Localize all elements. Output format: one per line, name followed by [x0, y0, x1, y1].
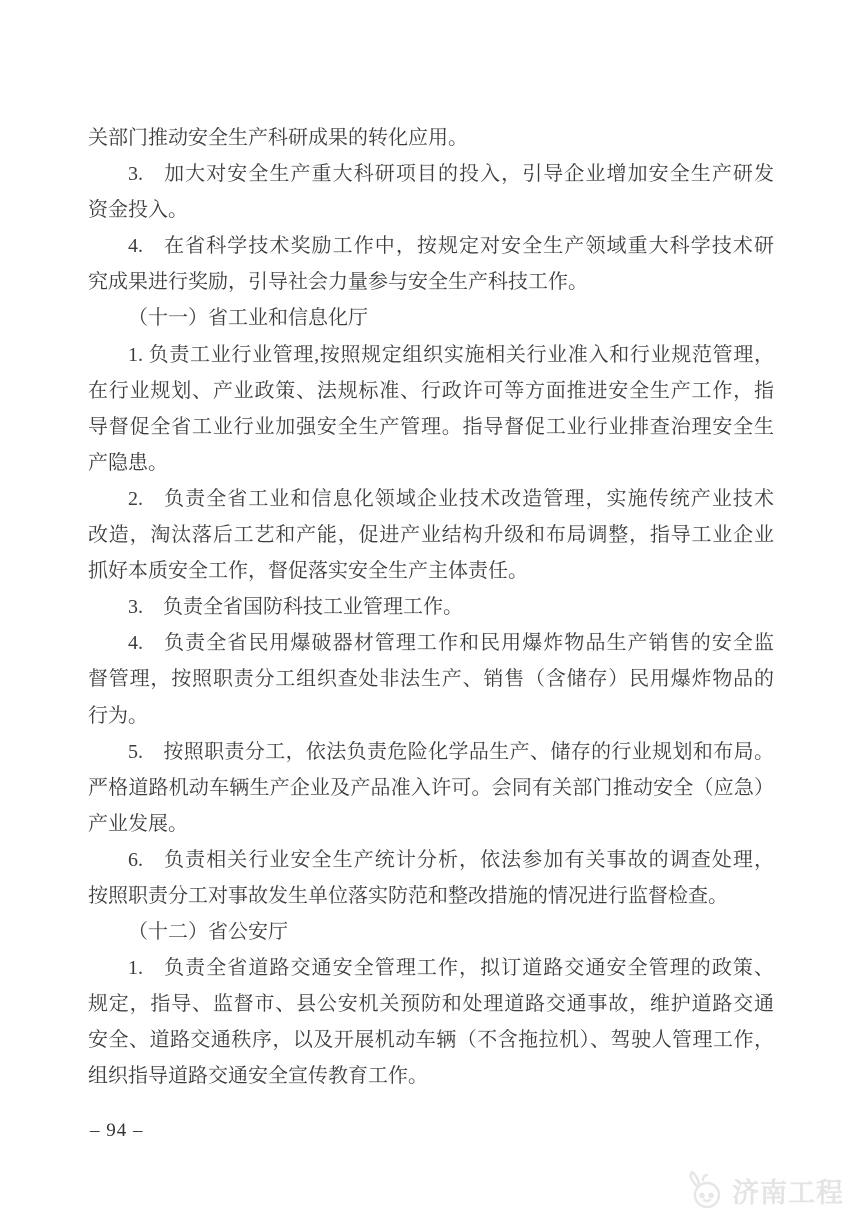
- text-line: 资金投入。: [88, 199, 188, 222]
- text-line: （十二）省公安厅: [128, 921, 288, 944]
- text-line: 3. 加大对安全生产重大科研项目的投入，引导企业增加安全生产研发: [128, 163, 774, 186]
- text-line: 关部门推动安全生产科研成果的转化应用。: [88, 127, 468, 149]
- text-line: 规定，指导、监督市、县公安机关预防和处理道路交通事故，维护道路交通: [88, 993, 774, 1016]
- text-line: 2. 负责全省工业和信息化领域企业技术改造管理，实施传统产业技术: [128, 487, 774, 510]
- page-number: – 94 –: [90, 1120, 144, 1141]
- text-line: 产业发展。: [88, 812, 188, 835]
- text-line: 1. 负责工业行业管理,按照规定组织实施相关行业准入和行业规范管理，: [128, 343, 774, 366]
- text-line: 严格道路机动车辆生产企业及产品准入许可。会同有关部门推动安全（应急）: [88, 776, 774, 799]
- mascot-logo-icon: [683, 1166, 727, 1214]
- text-line: 安全、道路交通秩序，以及开展机动车辆（不含拖拉机）、驾驶人管理工作，: [88, 1029, 774, 1052]
- text-line: 4. 在省科学技术奖励工作中，按规定对安全生产领域重大科学技术研: [128, 235, 774, 258]
- document-body-text: [88, 120, 774, 1095]
- watermark: [683, 1166, 844, 1214]
- watermark-label: 济南工程: [732, 1177, 844, 1208]
- text-line: 组织指导道路交通安全宣传教育工作。: [88, 1065, 428, 1088]
- text-line: 在行业规划、产业政策、法规标准、行政许可等方面推进安全生产工作，指: [88, 379, 774, 402]
- text-line: 3. 负责全省国防科技工业管理工作。: [128, 596, 463, 619]
- text-line: 5. 按照职责分工，依法负责危险化学品生产、储存的行业规划和布局。: [128, 740, 774, 763]
- text-line: 抓好本质安全工作，督促落实安全生产主体责任。: [88, 560, 528, 583]
- text-line: 6. 负责相关行业安全生产统计分析，依法参加有关事故的调查处理，: [128, 848, 774, 871]
- text-line: 4. 负责全省民用爆破器材管理工作和民用爆炸物品生产销售的安全监: [128, 632, 774, 655]
- text-line: （十一）省工业和信息化厅: [128, 307, 368, 330]
- text-line: 按照职责分工对事故发生单位落实防范和整改措施的情况进行监督检查。: [88, 884, 728, 907]
- text-line: 产隐患。: [88, 451, 168, 474]
- text-line: 督管理，按照职责分工组织查处非法生产、销售（含储存）民用爆炸物品的: [88, 668, 774, 691]
- text-line: 导督促全省工业行业加强安全生产管理。指导督促工业行业排查治理安全生: [88, 415, 774, 438]
- text-line: 改造，淘汰落后工艺和产能，促进产业结构升级和布局调整，指导工业企业: [88, 524, 774, 547]
- text-line: 行为。: [88, 704, 148, 727]
- text-line: 1. 负责全省道路交通安全管理工作，拟订道路交通安全管理的政策、: [128, 957, 774, 980]
- text-line: 究成果进行奖励，引导社会力量参与安全生产科技工作。: [88, 271, 588, 294]
